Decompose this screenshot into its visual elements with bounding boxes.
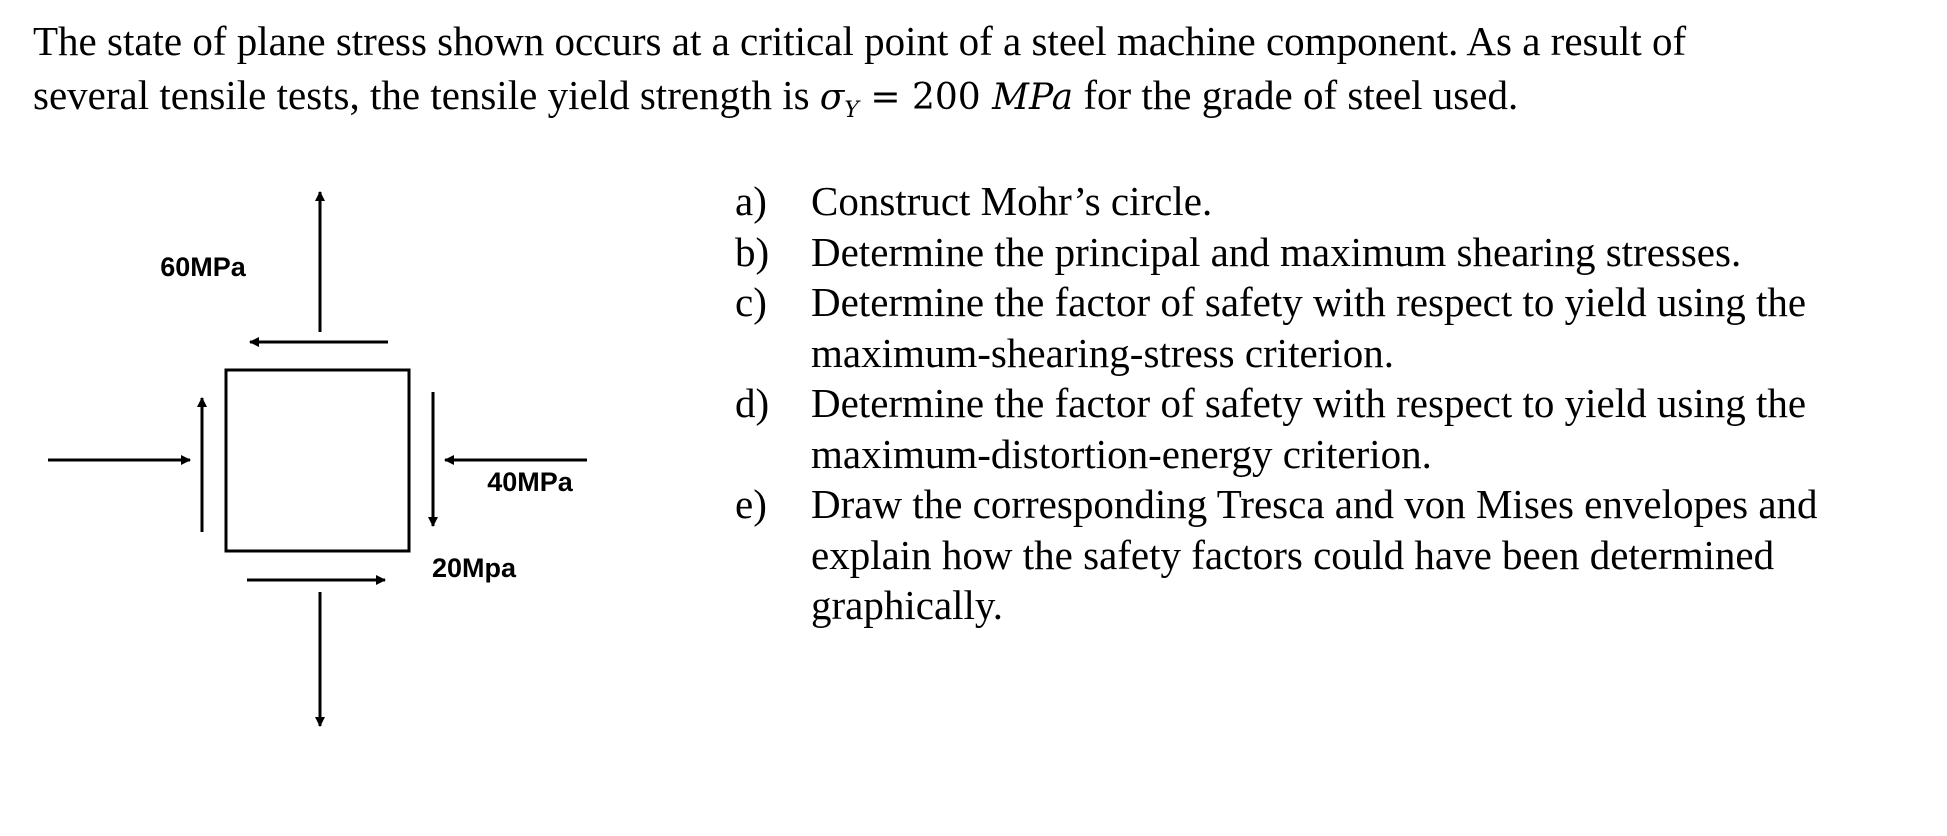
stress-element-square (226, 370, 409, 551)
statement-text-after: for the grade of steel used. (1073, 72, 1519, 118)
sigma-symbol: σ (819, 77, 845, 118)
task-item-b (735, 227, 1891, 278)
task-letter: e) (735, 481, 767, 527)
yield-strength-expression (819, 77, 1074, 123)
label-20mpa: 20Mpa (431, 553, 517, 583)
task-text: Determine the principal and maximum shearing stresses. (811, 228, 1742, 275)
stress-element-diagram (40, 180, 600, 740)
yield-value: = 200 (858, 77, 993, 118)
task-letter: c) (735, 279, 767, 325)
statement-line-2 (33, 68, 1913, 138)
task-item-a (735, 176, 1891, 227)
task-text: Draw the corresponding Tresca and von Mises envelopes and explain how the safety factors could have been determined graphically. (811, 481, 1818, 628)
label-60mpa: 60MPa (160, 252, 246, 282)
task-letter: d) (735, 380, 770, 426)
sigma-subscript: Y (844, 98, 859, 123)
task-text: Determine the factor of safety with respect to yield using the maximum-distortion-energy criterion. (811, 380, 1807, 477)
task-list (735, 176, 1891, 631)
statement-line-1: The state of plane stress shown occurs at a critical point of a steel machine component. As a result of (33, 18, 1687, 64)
label-40mpa: 40MPa (487, 467, 573, 497)
yield-unit: MPa (992, 77, 1074, 118)
task-item-d (735, 378, 1891, 479)
task-text: Construct Mohr’s circle. (811, 178, 1213, 224)
task-text: Determine the factor of safety with respect to yield using the maximum-shearing-stress criterion. (811, 279, 1807, 376)
statement-text-before: several tensile tests, the tensile yield strength is (33, 72, 820, 118)
task-letter: a) (735, 178, 767, 224)
problem-statement (33, 14, 1913, 138)
task-letter: b) (735, 228, 770, 275)
task-item-e (735, 479, 1891, 631)
task-item-c (735, 277, 1891, 378)
